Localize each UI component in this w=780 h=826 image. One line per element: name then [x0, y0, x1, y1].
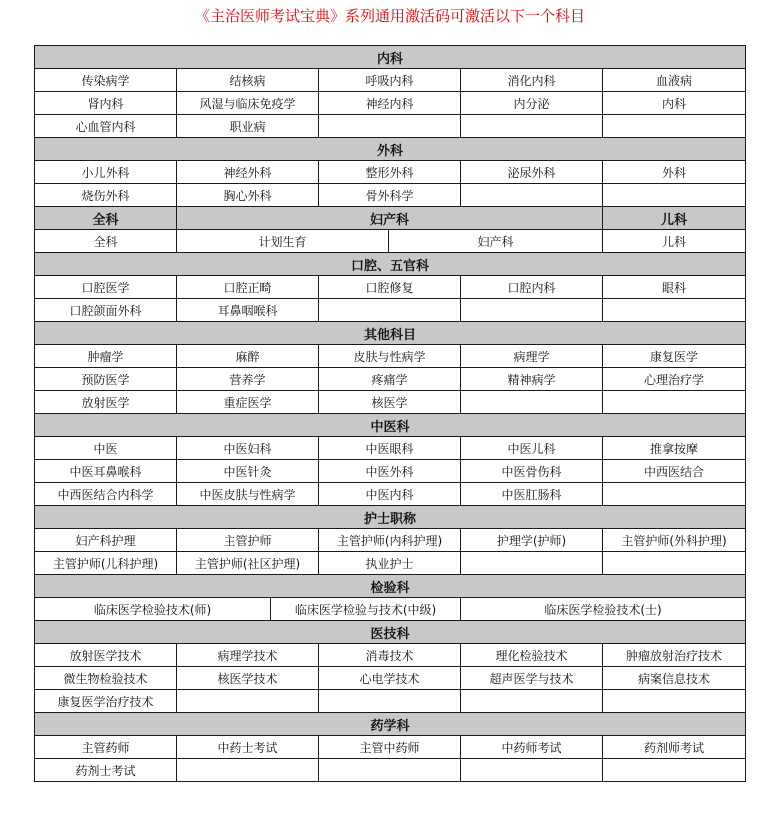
empty-cell [461, 299, 603, 322]
subject-cell[interactable]: 主管护师(外科护理) [603, 529, 746, 552]
table-row [35, 69, 746, 92]
section-header-quanke: 全科 [35, 207, 177, 230]
empty-cell [319, 299, 461, 322]
section-header-waike: 外科 [35, 138, 746, 161]
empty-cell [461, 552, 603, 575]
subject-cell[interactable]: 妇产科 [389, 230, 603, 253]
empty-cell [603, 690, 746, 713]
subject-cell[interactable]: 主管护师(儿科护理) [35, 552, 177, 575]
subject-cell[interactable]: 中医耳鼻喉科 [35, 460, 177, 483]
subject-cell[interactable]: 中药士考试 [177, 736, 319, 759]
subject-cell[interactable]: 中药师考试 [461, 736, 603, 759]
subject-cell[interactable]: 病理学技术 [177, 644, 319, 667]
table-row [35, 92, 746, 115]
subject-cell[interactable]: 心理治疗学 [603, 368, 746, 391]
subject-cell[interactable]: 风湿与临床免疫学 [177, 92, 319, 115]
subject-cell[interactable]: 传染病学 [35, 69, 177, 92]
subject-cell[interactable]: 中医皮肤与性病学 [177, 483, 319, 506]
empty-cell [603, 115, 746, 138]
subject-cell[interactable]: 口腔修复 [319, 276, 461, 299]
empty-cell [603, 759, 746, 782]
table-row [35, 184, 746, 207]
subject-cell[interactable]: 微生物检验技术 [35, 667, 177, 690]
subject-cell[interactable]: 中医妇科 [177, 437, 319, 460]
section-header-zhongyi: 中医科 [35, 414, 746, 437]
subject-cell[interactable]: 中医针灸 [177, 460, 319, 483]
subject-cell[interactable]: 职业病 [177, 115, 319, 138]
section-header-hushi: 护士职称 [35, 506, 746, 529]
section-header-yiji: 医技科 [35, 621, 746, 644]
subject-cell[interactable]: 麻醉 [177, 345, 319, 368]
subject-cell[interactable]: 放射医学技术 [35, 644, 177, 667]
subject-cell[interactable]: 主管护师(社区护理) [177, 552, 319, 575]
subject-cell[interactable]: 康复医学 [603, 345, 746, 368]
subject-cell[interactable]: 推拿按摩 [603, 437, 746, 460]
table-row [35, 391, 746, 414]
subject-cell[interactable]: 血液病 [603, 69, 746, 92]
subject-cell[interactable]: 计划生育 [177, 230, 389, 253]
subject-cell[interactable]: 中医 [35, 437, 177, 460]
section-header-qita: 其他科目 [35, 322, 746, 345]
empty-cell [603, 299, 746, 322]
subject-cell[interactable]: 口腔医学 [35, 276, 177, 299]
empty-cell [603, 391, 746, 414]
subject-cell[interactable]: 中医肛肠科 [461, 483, 603, 506]
subject-table [34, 45, 746, 782]
subject-cell[interactable]: 儿科 [603, 230, 746, 253]
table-row [35, 759, 746, 782]
section-header-jianyan: 检验科 [35, 575, 746, 598]
subject-cell[interactable]: 口腔内科 [461, 276, 603, 299]
subject-cell[interactable]: 肿瘤学 [35, 345, 177, 368]
section-header-erke: 儿科 [603, 207, 746, 230]
subject-cell[interactable]: 临床医学检验与技术(中级) [271, 598, 461, 621]
table-row [35, 690, 746, 713]
empty-cell [177, 759, 319, 782]
subject-cell[interactable]: 中西医结合 [603, 460, 746, 483]
subject-cell[interactable]: 放射医学 [35, 391, 177, 414]
subject-cell[interactable]: 肿瘤放射治疗技术 [603, 644, 746, 667]
subject-cell[interactable]: 眼科 [603, 276, 746, 299]
empty-cell [461, 690, 603, 713]
table-row [35, 529, 746, 552]
subject-cell[interactable]: 营养学 [177, 368, 319, 391]
subject-cell[interactable]: 超声医学与技术 [461, 667, 603, 690]
subject-cell[interactable]: 重症医学 [177, 391, 319, 414]
subject-cell[interactable]: 主管中药师 [319, 736, 461, 759]
subject-cell[interactable]: 核医学 [319, 391, 461, 414]
subject-cell[interactable]: 药剂士考试 [35, 759, 177, 782]
subject-cell[interactable]: 理化检验技术 [461, 644, 603, 667]
table-row [35, 598, 746, 621]
subject-cell[interactable]: 主管护师(内科护理) [319, 529, 461, 552]
empty-cell [319, 759, 461, 782]
table-row [35, 115, 746, 138]
section-header-neike: 内科 [35, 46, 746, 69]
subject-cell[interactable]: 中医儿科 [461, 437, 603, 460]
subject-cell[interactable]: 主管护师 [177, 529, 319, 552]
table-row [35, 736, 746, 759]
subject-cell[interactable]: 临床医学检验技术(师) [35, 598, 271, 621]
empty-cell [603, 552, 746, 575]
section-header-yaoxue: 药学科 [35, 713, 746, 736]
subject-cell[interactable]: 消化内科 [461, 69, 603, 92]
subject-cell[interactable]: 整形外科 [319, 161, 461, 184]
subject-cell[interactable]: 骨外科学 [319, 184, 461, 207]
subject-cell[interactable]: 护理学(护师) [461, 529, 603, 552]
subject-cell[interactable]: 预防医学 [35, 368, 177, 391]
subject-cell[interactable]: 核医学技术 [177, 667, 319, 690]
subject-cell[interactable]: 妇产科护理 [35, 529, 177, 552]
subject-cell[interactable]: 结核病 [177, 69, 319, 92]
table-row [35, 437, 746, 460]
empty-cell [603, 483, 746, 506]
section-header-kouqiang: 口腔、五官科 [35, 253, 746, 276]
subject-cell[interactable]: 神经内科 [319, 92, 461, 115]
table-row [35, 644, 746, 667]
table-row [35, 345, 746, 368]
subject-cell[interactable]: 心电学技术 [319, 667, 461, 690]
subject-cell[interactable]: 病理学 [461, 345, 603, 368]
subject-cell[interactable]: 全科 [35, 230, 177, 253]
subject-cell[interactable]: 心血管内科 [35, 115, 177, 138]
table-row [35, 368, 746, 391]
table-row [35, 230, 746, 253]
empty-cell [177, 690, 319, 713]
subject-cell[interactable]: 小儿外科 [35, 161, 177, 184]
subject-cell[interactable]: 肾内科 [35, 92, 177, 115]
subject-cell[interactable]: 内分泌 [461, 92, 603, 115]
subject-cell[interactable]: 中医骨伤科 [461, 460, 603, 483]
subject-cell[interactable]: 执业护士 [319, 552, 461, 575]
subject-cell[interactable]: 药剂师考试 [603, 736, 746, 759]
empty-cell [461, 391, 603, 414]
empty-cell [319, 690, 461, 713]
subject-cell[interactable]: 中医外科 [319, 460, 461, 483]
subject-cell[interactable]: 临床医学检验技术(士) [461, 598, 746, 621]
subject-cell[interactable]: 疼痛学 [319, 368, 461, 391]
subject-cell[interactable]: 精神病学 [461, 368, 603, 391]
subject-cell[interactable]: 中西医结合内科学 [35, 483, 177, 506]
subject-cell[interactable]: 皮肤与性病学 [319, 345, 461, 368]
empty-cell [319, 115, 461, 138]
table-row [35, 552, 746, 575]
table-row [35, 276, 746, 299]
page-title: 《主治医师考试宝典》系列通用激活码可激活以下一个科目 [194, 7, 585, 25]
table-row [35, 460, 746, 483]
subject-cell[interactable]: 口腔正畸 [177, 276, 319, 299]
subject-cell[interactable]: 烧伤外科 [35, 184, 177, 207]
empty-cell [461, 184, 603, 207]
subject-cell[interactable]: 康复医学治疗技术 [35, 690, 177, 713]
subject-cell[interactable]: 中医内科 [319, 483, 461, 506]
subject-cell[interactable]: 消毒技术 [319, 644, 461, 667]
subject-cell[interactable]: 主管药师 [35, 736, 177, 759]
table-row [35, 667, 746, 690]
subject-cell[interactable]: 泌尿外科 [461, 161, 603, 184]
table-row [35, 483, 746, 506]
subject-cell[interactable]: 胸心外科 [177, 184, 319, 207]
subject-cell[interactable]: 中医眼科 [319, 437, 461, 460]
section-header-fuchan: 妇产科 [177, 207, 603, 230]
subject-cell[interactable]: 耳鼻咽喉科 [177, 299, 319, 322]
empty-cell [461, 115, 603, 138]
empty-cell [461, 759, 603, 782]
table-row [35, 299, 746, 322]
subject-cell[interactable]: 病案信息技术 [603, 667, 746, 690]
subject-cell[interactable]: 呼吸内科 [319, 69, 461, 92]
table-row [35, 161, 746, 184]
empty-cell [603, 184, 746, 207]
subject-cell[interactable]: 口腔颌面外科 [35, 299, 177, 322]
subject-cell[interactable]: 内科 [603, 92, 746, 115]
subject-cell[interactable]: 外科 [603, 161, 746, 184]
subject-cell[interactable]: 神经外科 [177, 161, 319, 184]
